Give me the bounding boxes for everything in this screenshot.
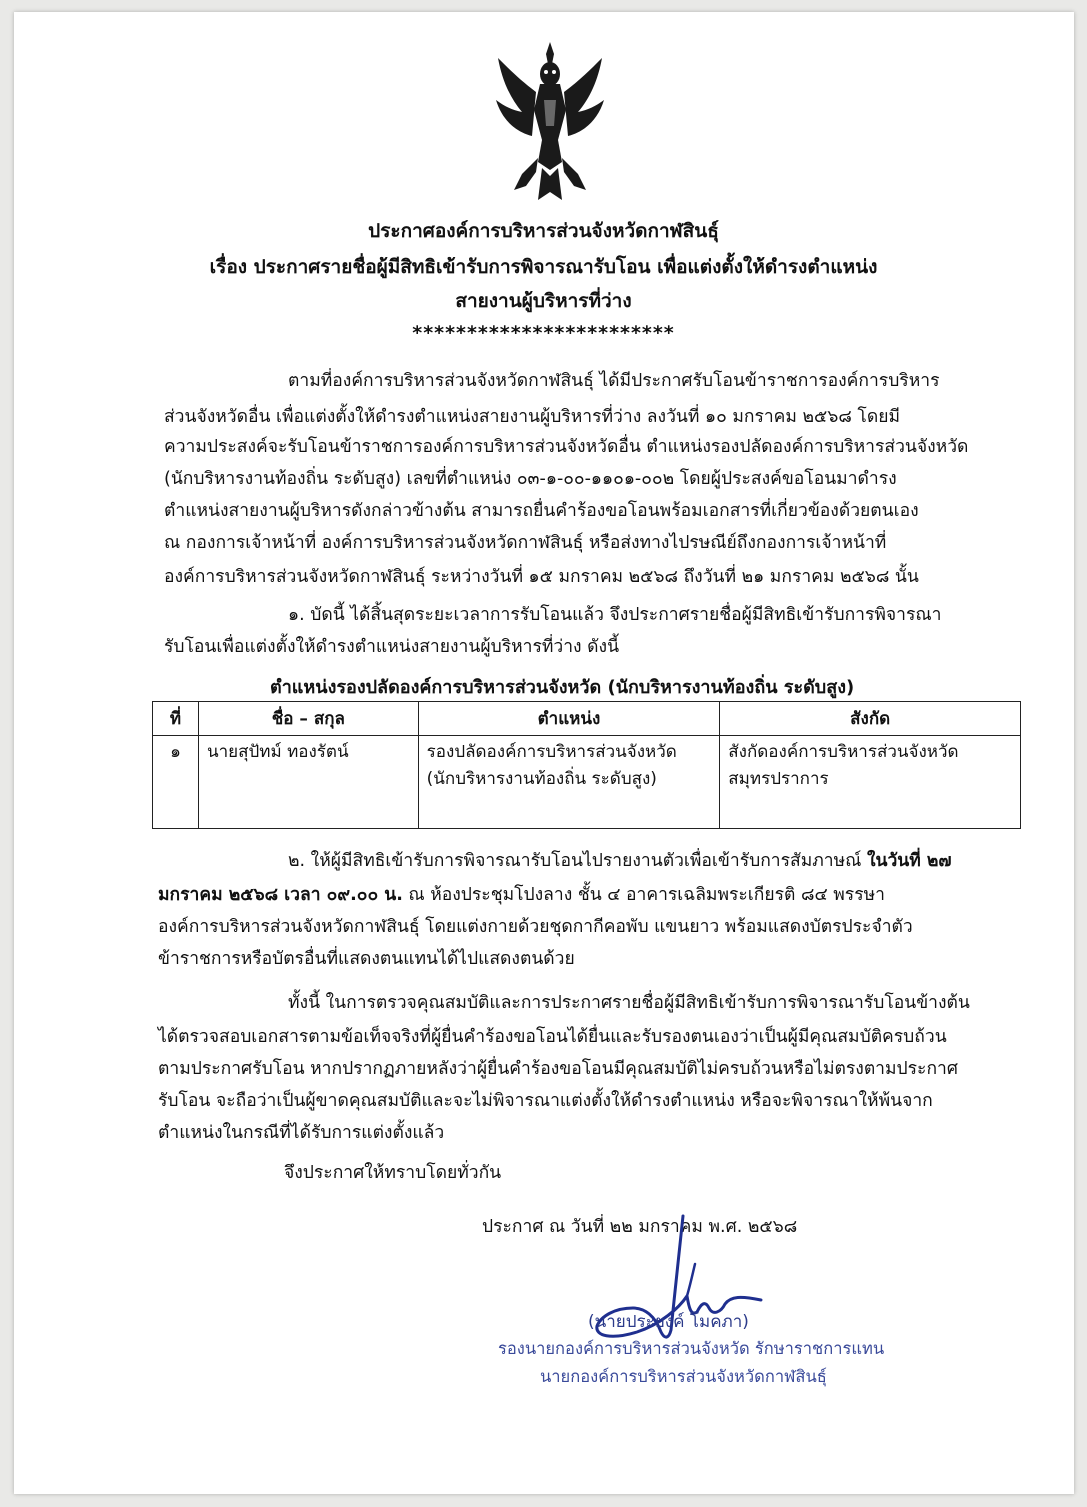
position-line: รองปลัดองค์การบริหารส่วนจังหวัด (426, 742, 677, 762)
announcement-subject: เรื่อง ประกาศรายชื่อผู้มีสิทธิเข้ารับการพิจารณารับโอน เพื่อแต่งตั้งให้ดำรงตำแหน่ง (209, 256, 878, 278)
intro-line: ส่วนจังหวัดอื่น เพื่อแต่งตั้งให้ดำรงตำแหน่งสายงานผู้บริหารที่ว่าง ลงวันที่ ๑๐ มกราคม ๒๕๖๘ โดยมี (164, 407, 900, 427)
intro-line: ความประสงค์จะรับโอนข้าราชการองค์การบริหารส่วนจังหวัดอื่น ตำแหน่งรองปลัดองค์การบริหารส่วนจังหวัด (164, 437, 969, 457)
item2-line1 (288, 846, 952, 874)
column-header-name: ชื่อ – สกุล (198, 702, 418, 736)
clause-line: ตำแหน่งในกรณีที่ได้รับการแต่งตั้งแล้ว (158, 1123, 445, 1143)
intro-line: องค์การบริหารส่วนจังหวัดกาฬสินธุ์ ระหว่างวันที่ ๑๕ มกราคม ๒๕๖๘ ถึงวันที่ ๒๑ มกราคม ๒๕๖๘ นั้น (164, 567, 919, 587)
table-header-row (153, 702, 1021, 736)
cell-name: นายสุปัทม์ ทองรัตน์ (198, 736, 418, 829)
table-caption: ตำแหน่งรองปลัดองค์การบริหารส่วนจังหวัด (นักบริหารงานท้องถิ่น ระดับสูง) (270, 677, 855, 698)
clause-line: รับโอน จะถือว่าเป็นผู้ขาดคุณสมบัติและจะไม่พิจารณาแต่งตั้งให้ดำรงตำแหน่ง หรือจะพิจารณาให้พ้นจาก (158, 1091, 933, 1111)
signatory-title: นายกองค์การบริหารส่วนจังหวัดกาฬสินธุ์ (540, 1367, 827, 1386)
position-line: (นักบริหารงานท้องถิ่น ระดับสูง) (426, 769, 657, 790)
clause-line: ได้ตรวจสอบเอกสารตามข้อเท็จจริงที่ผู้ยื่นคำร้องขอโอนได้ยื่นและรับรองตนเองว่าเป็นผู้มีคุณสมบัติครบถ้วน (158, 1027, 947, 1047)
item2-text: ณ ห้องประชุมโปงลาง ชั้น ๔ อาคารเฉลิมพระเกียรติ ๘๔ พรรษา (402, 885, 885, 905)
signatory-title: รองนายกองค์การบริหารส่วนจังหวัด รักษาราชการแทน (498, 1339, 885, 1358)
signatory-name: (นายประยงค์ โมคภา) (588, 1312, 749, 1332)
intro-line: ตามที่องค์การบริหารส่วนจังหวัดกาฬสินธุ์ ได้มีประกาศรับโอนข้าราชการองค์การบริหาร (288, 371, 940, 391)
announcement-date: ประกาศ ณ วันที่ ๒๒ มกราคม พ.ศ. ๒๕๖๘ (482, 1217, 798, 1237)
item2-date-highlight: ในวันที่ ๒๗ (866, 851, 952, 871)
candidate-table (152, 701, 1021, 829)
garuda-emblem-icon (492, 40, 608, 206)
column-header-affiliation: สังกัด (720, 702, 1021, 736)
intro-line: ตำแหน่งสายงานผู้บริหารดังกล่าวข้างต้น สามารถยื่นคำร้องขอโอนพร้อมเอกสารที่เกี่ยวข้องด้วยตนเอง (164, 501, 919, 521)
item1-line: รับโอนเพื่อแต่งตั้งให้ดำรงตำแหน่งสายงานผู้บริหารที่ว่าง ดังนี้ (164, 637, 620, 657)
item2-line2 (158, 880, 885, 908)
closing-statement: จึงประกาศให้ทราบโดยทั่วกัน (284, 1163, 502, 1183)
intro-line: ณ กองการเจ้าหน้าที่ องค์การบริหารส่วนจังหวัดกาฬสินธุ์ หรือส่งทางไปรษณีย์ถึงกองการเจ้าหน้าที่ (164, 533, 887, 553)
item2-line3: องค์การบริหารส่วนจังหวัดกาฬสินธุ์ โดยแต่งกายด้วยชุดกากีคอพับ แขนยาว พร้อมแสดงบัตรประจำตัว (158, 917, 913, 937)
announcement-subject-line2: สายงานผู้บริหารที่ว่าง (455, 290, 632, 312)
clause-line: ทั้งนี้ ในการตรวจคุณสมบัติและการประกาศรายชื่อผู้มีสิทธิเข้ารับการพิจารณารับโอนข้างต้น (288, 993, 970, 1013)
announcement-title: ประกาศองค์การบริหารส่วนจังหวัดกาฬสินธุ์ (368, 220, 719, 242)
column-header-no: ที่ (153, 702, 199, 736)
item2-text: ๒. ให้ผู้มีสิทธิเข้ารับการพิจารณารับโอนไปรายงานตัวเพื่อเข้ารับการสัมภาษณ์ (288, 851, 867, 871)
affiliation-line: สังกัดองค์การบริหารส่วนจังหวัด (728, 742, 959, 762)
cell-position (418, 736, 720, 829)
table-row (153, 736, 1021, 829)
clause-line: ตามประกาศรับโอน หากปรากฏภายหลังว่าผู้ยื่นคำร้องขอโอนมีคุณสมบัติไม่ครบถ้วนหรือไม่ตรงตามประกาศ (158, 1059, 958, 1079)
column-header-position: ตำแหน่ง (418, 702, 720, 736)
separator: ************************ (412, 322, 675, 344)
intro-line: (นักบริหารงานท้องถิ่น ระดับสูง) เลขที่ตำแหน่ง ๐๓-๑-๐๐-๑๑๐๑-๐๐๒ โดยผู้ประสงค์ขอโอนมาดำรง (164, 469, 897, 489)
item2-date-highlight: มกราคม ๒๕๖๘ เวลา ๐๙.๐๐ น. (158, 885, 403, 905)
cell-no: ๑ (153, 736, 199, 829)
item2-line4: ข้าราชการหรือบัตรอื่นที่แสดงตนแทนได้ไปแสดงตนด้วย (158, 949, 575, 969)
item1-line: ๑. บัดนี้ ได้สิ้นสุดระยะเวลาการรับโอนแล้ว จึงประกาศรายชื่อผู้มีสิทธิเข้ารับการพิจารณา (288, 605, 942, 625)
affiliation-line: สมุทรปราการ (728, 769, 829, 790)
cell-affiliation (720, 736, 1021, 829)
